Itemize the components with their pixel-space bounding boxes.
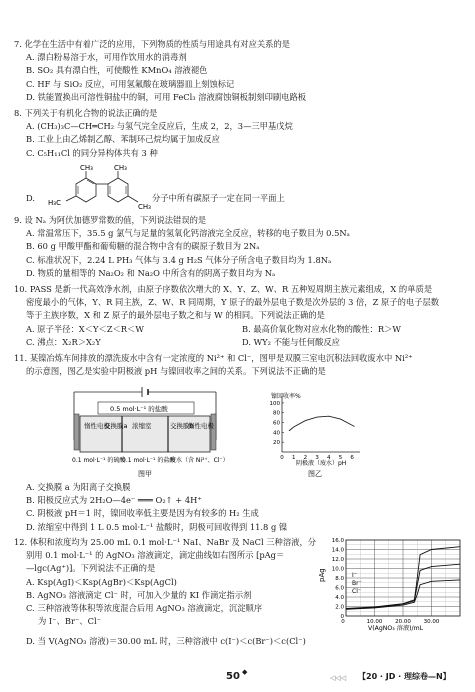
arrow-decoration-icon: ◁◁◁: [330, 674, 347, 682]
fig-a-caption: 图甲: [138, 470, 152, 478]
titration-ytick-label: 12.0: [331, 557, 344, 563]
q11-line-2: 的示意图，图乙是实验中阴极液 pH 与镍回收率之间的关系。下列说法不正确的是: [26, 366, 326, 377]
q9-option-c: C. 标准状况下，2.24 L PH₃ 气体与 3.4 g H₂S 气体分子所含电子数目均为 1.8Nₐ: [26, 254, 332, 265]
ch3-top-right: CH₃: [114, 164, 127, 172]
q12-option-a: A. Ksp(AgI)＜Ksp(AgBr)＜Ksp(AgCl): [26, 576, 177, 587]
titration-ytick-label: 8.0: [335, 576, 344, 582]
titration-xtick-label: 20.00: [395, 619, 411, 625]
q7-option-b: B. SO₂ 具有漂白性，可使酸性 KMnO₄ 溶液褪色: [26, 65, 208, 76]
page-number: 50: [226, 671, 240, 682]
q7-option-c: C. HF 与 SiO₂ 反应，可用氢氟酸在玻璃器皿上刻蚀标记: [26, 78, 235, 89]
fig-b-xtick-label: 5: [338, 455, 343, 461]
fig-b-xlabel: 阴极液（废水）pH: [296, 460, 347, 467]
curve-label-i: I⁻: [352, 572, 357, 579]
titration-ytick-label: 0: [340, 614, 344, 620]
fig-a-chamber: 浓缩室: [132, 422, 152, 430]
q10-option-d: D. WY₂ 不能与任何酸反应: [242, 336, 340, 347]
h3c-left: H₃C: [48, 199, 61, 207]
q12-option-d: D. 当 V(AgNO₃ 溶液)＝30.00 mL 时，三种溶液中 c(I⁻)＜c(Br⁻)＜c(Cl⁻): [26, 636, 306, 646]
q8-stem: 8. 下列关于有机化合物的说法正确的是: [14, 108, 158, 118]
q11-option-c: C. 阴极液 pH＝1 时，镍回收率低主要是因为有较多的 H₂ 生成: [26, 508, 259, 519]
titration-ytick-label: 4.0: [335, 595, 344, 601]
q12-option-c-line-2: 为 I⁻、Br⁻、Cl⁻: [38, 616, 102, 627]
q10-line-1: 10. PASS 是新一代高效净水剂，由原子序数依次增大的 X、Y、Z、W、R 五种短周期主族元素组成，X 的单质是: [14, 284, 433, 294]
fig-b-caption: 图乙: [308, 470, 322, 478]
fig-b-xtick-label: 6: [350, 455, 354, 461]
q8-option-d: [26, 164, 446, 214]
fig-b-ytick-label: 100: [269, 400, 280, 407]
titration-ytick-label: 14.0: [331, 547, 344, 554]
q9-option-d: D. 物质的量相等的 Na₂O₂ 和 Na₂O 中所含有的阴离子数目均为 Nₐ: [26, 267, 276, 278]
fig-b-xtick-label: 0: [280, 455, 284, 461]
curve-label-cl: Cl⁻: [352, 588, 362, 595]
q9-option-b: B. 60 g 甲酸甲酯和葡萄糖的混合物中含有的碳原子数目为 2Nₐ: [26, 241, 260, 252]
q8-option-c: C. C₅H₁₁Cl 的同分异构体共有 3 种: [26, 147, 158, 158]
fig-a-left-electrode: 惰性电极: [84, 422, 110, 430]
q8-option-d-text: 分子中所有碳原子一定在同一平面上: [152, 193, 285, 203]
q7-stem: 7. 化学在生活中有着广泛的应用，下列物质的性质与用途具有对应关系的是: [14, 39, 291, 49]
titration-chart: [318, 534, 466, 632]
titration-xtick-label: 30.00: [423, 619, 440, 625]
titration-ytick-label: 6.0: [335, 585, 344, 592]
fig-b-xtick-label: 3: [315, 455, 319, 461]
q11-option-d: D. 浓缩室中得到 1 L 0.5 mol·L⁻¹ 盐酸时，阴极可回收得到 11.8 g 镍: [26, 521, 288, 532]
fig-a-top-label: 0.5 mol·L⁻¹ 的盐酸: [110, 405, 168, 413]
recovery-curve: [289, 416, 355, 431]
fig-a-membrane-a: 交换膜a: [104, 422, 128, 430]
titration-ytick-label: 10.0: [331, 566, 344, 573]
fig-a-bottom-right: 废水（含 Ni²⁺、Cl⁻）: [170, 457, 229, 464]
q12-option-c-line-1: C. 三种溶液等体积等浓度混合后用 AgNO₃ 溶液滴定，沉淀顺序: [26, 603, 263, 614]
question-10: [14, 283, 458, 349]
fig-b-xtick-label: 1: [291, 455, 296, 461]
titration-xtick-label: 0: [341, 619, 345, 625]
q8-option-b: B. 工业上由乙烯制乙醇、苯制环己烷均属于加成反应: [26, 134, 220, 145]
question-11: [14, 352, 458, 378]
fig-b-ytick-label: 40: [273, 430, 280, 437]
question-12: [14, 536, 317, 628]
curve-label-br: Br⁻: [352, 580, 362, 587]
titration-ylabel: pAg: [318, 568, 326, 582]
figure-b-recovery-chart: [266, 384, 366, 480]
q12-line-1: 12. 体积和浓度均为 25.00 mL 0.1 mol·L⁻¹ NaI、NaBr 及 NaCl 三种溶液，分: [14, 537, 317, 547]
q12-line-3: —lgc(Ag⁺)]。下列说法不正确的是: [26, 563, 156, 574]
fig-b-ytick-label: 20: [273, 440, 280, 447]
fig-a-right-electrode: 惰性电极: [188, 422, 214, 430]
figure-a-electrolysis-cell: [70, 380, 229, 480]
q9-stem: 9. 设 Nₐ 为阿伏加德罗常数的值，下列说法错误的是: [14, 215, 207, 225]
question-9: [14, 214, 458, 280]
q11-option-b: B. 阳极反应式为 2H₂O—4e⁻ ═══ O₂↑ + 4H⁺: [26, 495, 202, 506]
q11-option-a: A. 交换膜 a 为阳离子交换膜: [26, 482, 131, 492]
fig-b-xtick-label: 2: [303, 455, 308, 461]
page-footer: [0, 666, 475, 686]
q11-line-1: 11. 某镍冶炼车间排放的漂洗废水中含有一定浓度的 Ni²⁺ 和 Cl⁻，图甲是双膜三室电沉积法回收废水中 Ni²⁺: [14, 353, 413, 363]
fig-b-ylabel: 镍回收率%: [271, 393, 301, 400]
fig-b-ytick-label: 80: [273, 410, 280, 417]
ch3-top-left: CH₃: [80, 164, 93, 172]
biphenyl-structure: [34, 164, 174, 214]
titration-ytick-label: 16.0: [331, 538, 344, 544]
q12-option-b: B. AgNO₃ 溶液滴定 Cl⁻ 时，可加入少量的 KI 作滴定指示剂: [26, 589, 252, 600]
exam-code-tag: 【20 · JD · 理综卷—N】: [358, 672, 451, 681]
q12-line-2: 别用 0.1 mol·L⁻¹ 的 AgNO₃ 溶液滴定，滴定曲线如右图所示 [pAg＝: [26, 550, 285, 561]
question-11-options: [14, 481, 458, 534]
q8-option-a: A. (CH₃)₃C—CH═CH₂ 与氢气完全反应后，生成 2，2，3—三甲基戊烷: [26, 121, 293, 132]
fig-b-ytick-label: 60: [273, 420, 280, 427]
page-number-decoration: ◆: [242, 668, 248, 676]
ch3-right: CH₃: [138, 203, 151, 211]
q9-option-a: A. 常温常压下，35.5 g 氯气与足量的氢氧化钙溶液完全反应，转移的电子数目为 0.5Nₐ: [26, 228, 350, 239]
q7-option-d: D. 铁能置换出可溶性铜盐中的铜，可用 FeCl₃ 溶液腐蚀铜板制刻印刷电路板: [26, 91, 307, 102]
fig-a-bottom-mid: 0.1 mol·L⁻¹ 的盐酸: [122, 457, 176, 464]
q10-line-2: 密度最小的气体，Y、R 同主族，Z、W、R 同周期，Y 原子的最外层电子数是次外层的 3 倍，Z 原子的电子层数: [26, 297, 440, 308]
fig-a-bottom-left: 0.1 mol·L⁻¹ 的硫酸: [72, 457, 126, 464]
q10-option-b: B. 最高价氧化物对应水化物的酸性：R＞W: [242, 323, 401, 334]
question-8: [14, 107, 458, 160]
q10-option-a: A. 原子半径：X＜Y＜Z＜R＜W: [26, 323, 144, 334]
q10-option-c: C. 沸点：X₂R＞X₂Y: [26, 336, 101, 347]
titration-xtick-label: 10.00: [366, 619, 383, 625]
q7-option-a: A. 漂白粉易溶于水，可用作饮用水的消毒剂: [26, 52, 187, 63]
q8-option-d-label: D.: [26, 193, 35, 203]
q12-option-d-wrap: [14, 635, 458, 648]
titration-ytick-label: 2.0: [335, 604, 344, 611]
q10-line-3: 等于主族序数，X 和 Z 原子的最外层电子数之和与 W 的相同。下列说法正确的是: [26, 310, 325, 321]
fig-a-membrane-b: 交换膜b: [170, 422, 194, 430]
fig-b-xtick-label: 4: [327, 455, 331, 461]
titration-xlabel: V(AgNO₃ 溶液)/mL: [368, 625, 424, 632]
question-7: [14, 38, 458, 104]
